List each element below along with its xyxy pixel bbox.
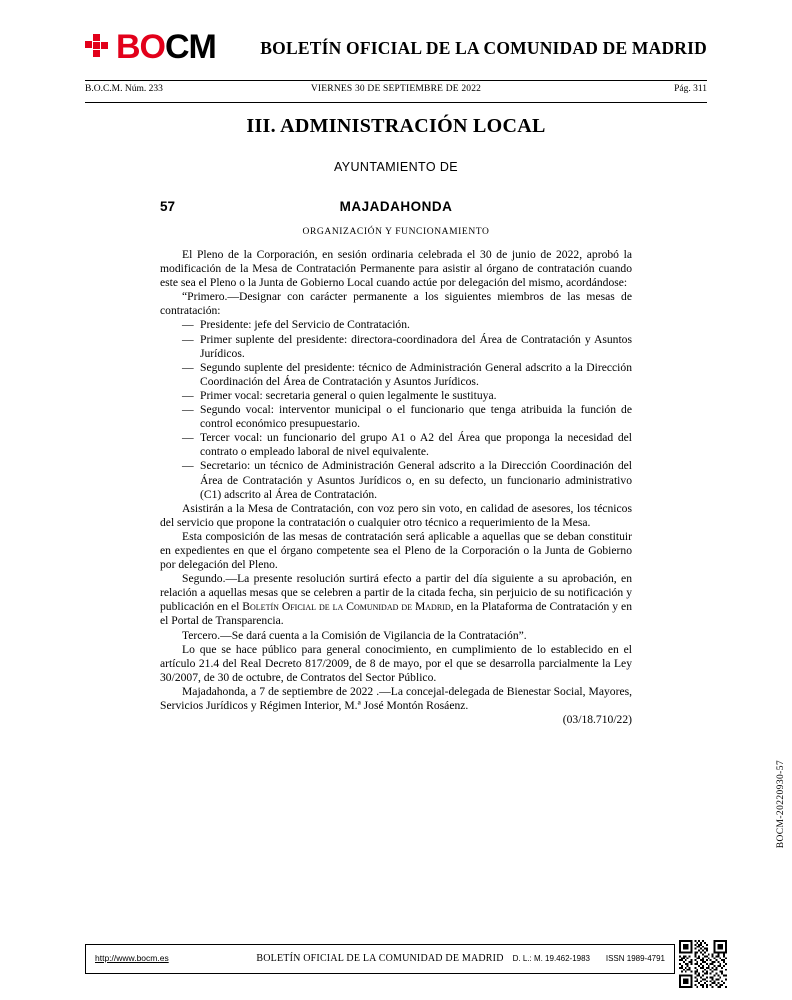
footer-title: BOLETÍN OFICIAL DE LA COMUNIDAD DE MADRID [256,953,504,964]
entry-number: 57 [160,199,176,214]
paragraph-intro: El Pleno de la Corporación, en sesión ordinaria celebrada el 30 de junio de 2022, aprobó la modificación de la Mesa de Contratación Permanente para asistir al órgano de contratación cuando este sea el Pleno o la Junta de Gobierno Local cuando actúe por delegación del mismo, acordándose: [160,248,632,290]
logo-cm-text: CM [165,28,216,66]
header-rule-top [85,80,707,81]
paragraph-signature: Majadahonda, a 7 de septiembre de 2022 .—La concejal-delegada de Bienestar Social, Mayores, Servicios Jurídicos y Régimen Interior, M.ª José Montón Rosáenz. [160,684,632,712]
list-item [160,318,632,332]
dash-bullet: — [182,332,194,346]
list-item [160,403,632,431]
footer-legal-deposit: D. L.: M. 19.462-1983 [512,954,590,963]
header-strip [85,84,707,100]
bocm-logo [85,30,216,64]
list-item [160,361,632,389]
members-list [160,318,632,501]
list-item [160,431,632,459]
list-item [160,389,632,403]
paragraph-asistiran: Asistirán a la Mesa de Contratación, con voz pero sin voto, en calidad de asesores, los técnicos del servicio que propone la contratación o cualquier otro técnico a requerimiento de la Mesa. [160,501,632,529]
dash-bullet: — [182,459,194,473]
footer-issn: ISSN 1989-4791 [605,954,665,963]
dash-bullet: — [182,318,194,332]
qr-code-icon [679,940,727,988]
list-item [160,459,632,501]
madrid-community-squares-icon [85,34,111,60]
header-page-number: Pág. 311 [674,84,707,94]
masthead [85,30,707,76]
footer-box [85,944,675,974]
list-item [160,333,632,361]
paragraph-publico: Lo que se hace público para general conocimiento, en cumplimiento de lo establecido en el artículo 21.4 del Real Decreto 817/2009, de 8 de mayo, por el que se desarrolla parcialmente la Ley 30/2007, de 30 de octubre, de Contratos del Sector Público. [160,642,632,684]
dash-bullet: — [182,388,194,402]
list-item-text: Secretario: un técnico de Administración General adscrito a la Dirección Coordinación del Área de Contratación y Asuntos Jurídicos o, en su defecto, un funcionario administrativo (C1) adscrito al Área de Contratación. [200,459,632,501]
vertical-document-code: BOCM-20220930-57 [776,760,786,849]
subject-line: ORGANIZACIÓN Y FUNCIONAMIENTO [302,227,490,237]
paragraph-segundo-part2: , en la Plataforma de Contratación y en el Portal de Transparencia. [160,600,632,628]
bocm-reference: Boletín Oficial de la Comunidad de Madrid [242,600,451,614]
entity-label: AYUNTAMIENTO DE [333,160,459,174]
dash-bullet: — [182,360,194,374]
paragraph-segundo-part1: Segundo.—La presente resolución surtirá efecto a partir del día siguiente a su aprobación, en relación a aquellas mesas que se celebren a partir de la citada fecha, sin perjuicio de su notificación y publicación en el [160,572,632,614]
list-item-text: Primer vocal: secretaria general o quien legalmente le sustituya. [200,388,497,402]
header-date: VIERNES 30 DE SEPTIEMBRE DE 2022 [310,84,482,94]
paragraph-tercero: Tercero.—Se dará cuenta a la Comisión de Vigilancia de la Contratación”. [182,628,527,642]
header-issue-number: B.O.C.M. Núm. 233 [85,84,163,94]
logo-bo-text: BO [116,28,165,66]
bocm-wordmark [116,30,216,64]
footer-website-link[interactable]: http://www.bocm.es [95,953,169,963]
paragraph-primero: “Primero.—Designar con carácter permanente a los siguientes miembros de las mesas de contratación: [160,290,632,318]
dash-bullet: — [182,431,194,445]
entity-name: MAJADAHONDA [339,199,453,214]
header-rule-bottom [85,102,707,103]
list-item-text: Segundo vocal: interventor municipal o el funcionario que tenga atribuida la función de control económico presupuestario. [200,403,632,431]
list-item-text: Primer suplente del presidente: directora-coordinadora del Área de Contratación y Asuntos Jurídicos. [200,332,632,360]
list-item-text: Segundo suplente del presidente: técnico de Administración General adscrito a la Dirección Coordinación del Área de Contratación y Asuntos Jurídicos. [200,360,632,388]
list-item-text: Presidente: jefe del Servicio de Contratación. [200,318,410,332]
document-body [160,248,632,727]
list-item-text: Tercer vocal: un funcionario del grupo A1 o A2 del Área que proponga la necesidad del contrato o empleado laboral de nivel equivalente. [200,431,632,459]
section-title: III. ADMINISTRACIÓN LOCAL [246,115,546,137]
masthead-title: BOLETÍN OFICIAL DE LA COMUNIDAD DE MADRID [260,38,707,58]
reference-code: (03/18.710/22) [562,713,632,727]
paragraph-segundo [160,572,632,628]
paragraph-composicion: Esta composición de las mesas de contratación será aplicable a aquellas que se deban constituir en expedientes en que el órgano competente sea el Pleno de la Corporación o la Junta de Gobierno por delegación del Pleno. [160,529,632,572]
dash-bullet: — [182,403,194,417]
